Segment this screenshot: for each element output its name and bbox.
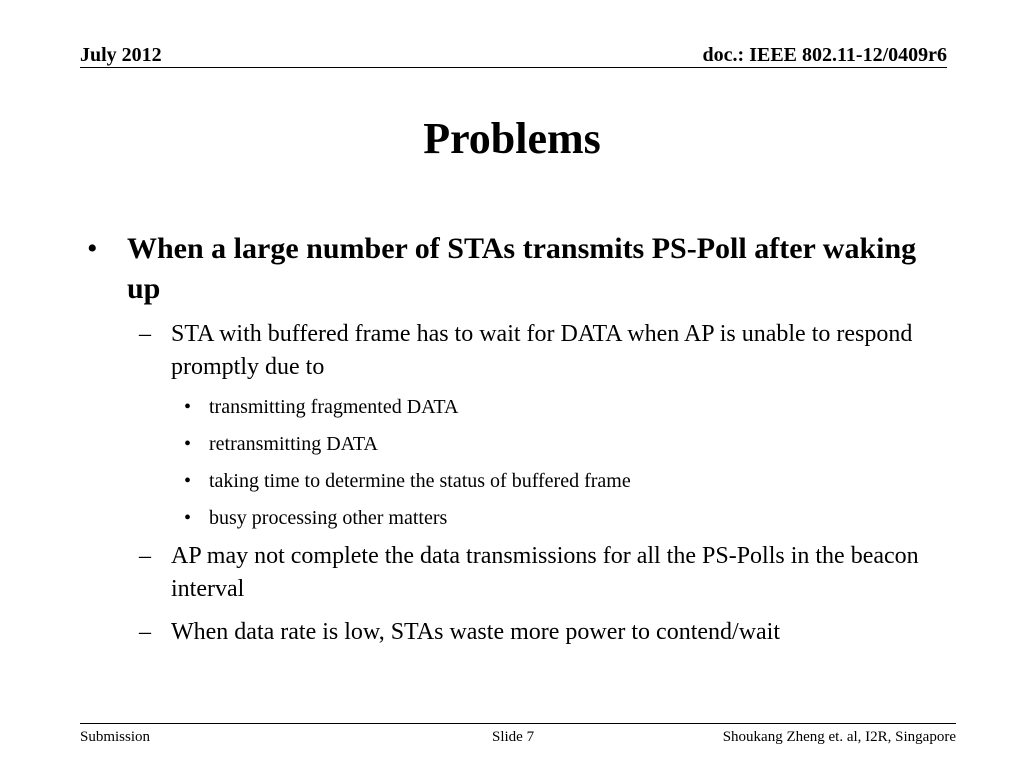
- header-date: July 2012: [80, 44, 162, 66]
- footer-authors: Shoukang Zheng et. al, I2R, Singapore: [722, 729, 956, 745]
- sub-point-2: AP may not complete the data transmissions for all the PS-Polls in the beacon interval: [171, 543, 919, 602]
- dash-marker: –: [139, 619, 151, 645]
- reason-marker: •: [184, 396, 192, 418]
- footer-slide-number: Slide 7: [492, 729, 535, 745]
- reason-3: taking time to determine the status of buffered frame: [209, 470, 631, 492]
- header-divider: [80, 67, 947, 68]
- header-doc-id: doc.: IEEE 802.11-12/0409r6: [702, 44, 947, 66]
- reason-marker: •: [184, 433, 192, 455]
- sub-point-3: When data rate is low, STAs waste more power to contend/wait: [171, 619, 781, 645]
- reason-marker: •: [184, 470, 192, 492]
- dash-marker: –: [139, 321, 151, 347]
- footer-divider: [80, 723, 956, 724]
- main-bullet-text: When a large number of STAs transmits PS-Poll after waking up: [127, 232, 917, 305]
- reason-4: busy processing other matters: [209, 507, 448, 529]
- reason-1: transmitting fragmented DATA: [209, 396, 459, 418]
- dash-marker: –: [139, 543, 151, 569]
- slide-title: Problems: [423, 114, 601, 163]
- reason-2: retransmitting DATA: [209, 433, 378, 455]
- footer-submission: Submission: [80, 729, 151, 745]
- reason-marker: •: [184, 507, 192, 529]
- bullet-marker: •: [87, 232, 98, 265]
- sub-point-1: STA with buffered frame has to wait for DATA when AP is unable to respond promptly due to: [171, 321, 913, 380]
